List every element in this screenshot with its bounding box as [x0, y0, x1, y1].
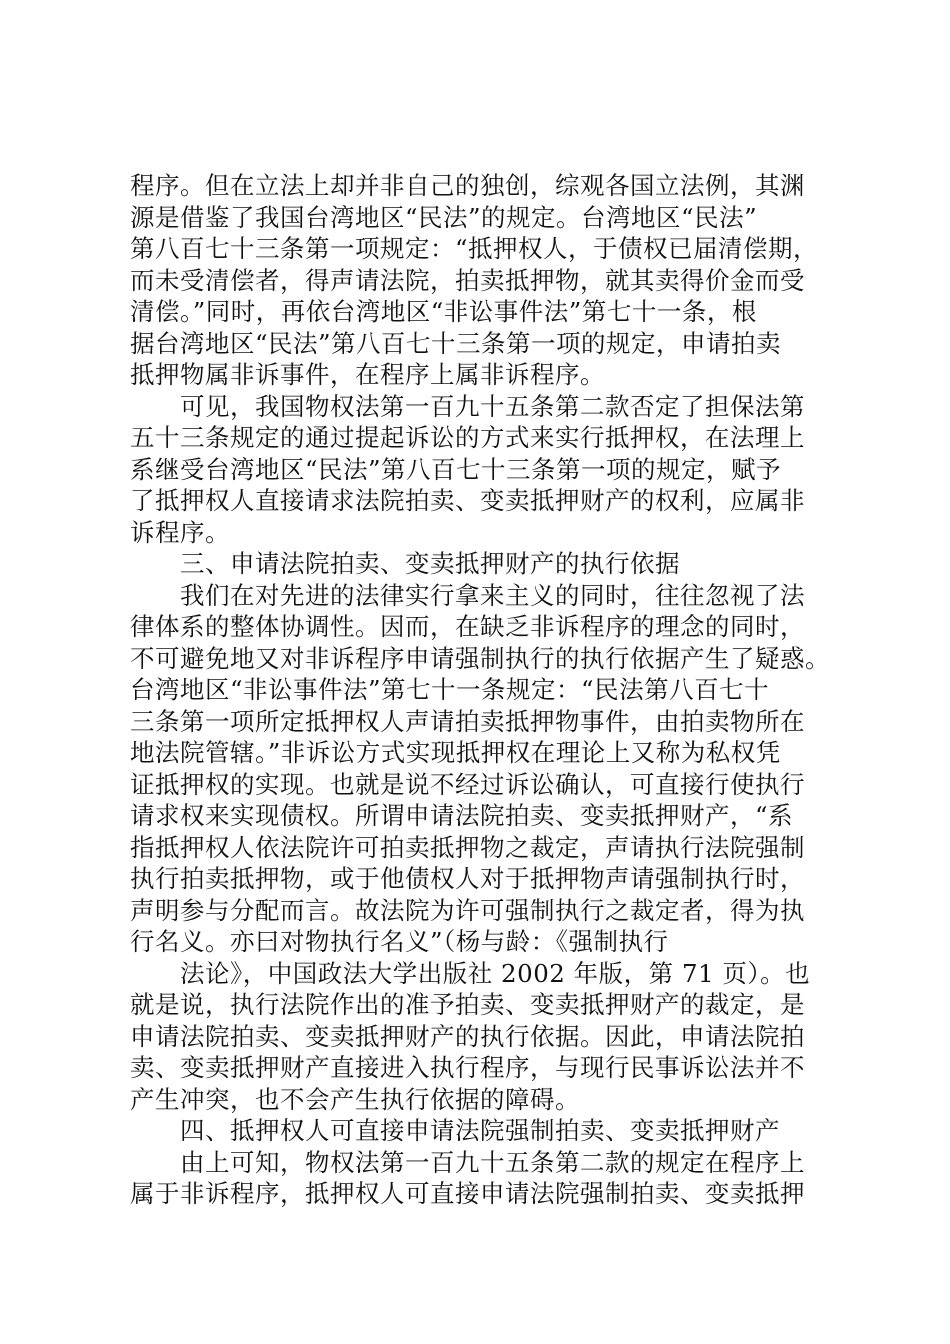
text-line: 证抵押权的实现。也就是说不经过诉讼确认，可直接行使执行 [130, 769, 805, 799]
text-line: 我们在对先进的法律实行拿来主义的同时，往往忽视了法 [130, 580, 805, 610]
text-line: 由上可知，物权法第一百九十五条第二款的规定在程序上 [130, 1147, 805, 1177]
document-body-text [130, 170, 830, 1210]
text-line: 属于非诉程序，抵押权人可直接申请法院强制拍卖、变卖抵押 [130, 1179, 805, 1208]
text-line: 就是说，执行法院作出的准予拍卖、变卖抵押财产的裁定，是 [130, 990, 805, 1019]
text-line: 请求权来实现债权。所谓申请法院拍卖、变卖抵押财产，“系 [130, 801, 794, 830]
text-line: 执行拍卖抵押物，或于他债权人对于抵押物声请强制执行时， [130, 864, 805, 893]
section-heading: 三、申请法院拍卖、变卖抵押财产的执行依据 [130, 549, 680, 578]
text-line: 源是借鉴了我国台湾地区“民法”的规定。台湾地区“民法” [130, 202, 758, 232]
text-line: 可见，我国物权法第一百九十五条第二款否定了担保法第 [130, 391, 805, 421]
text-line: 抵押物属非诉事件，在程序上属非诉程序。 [130, 360, 605, 389]
text-line: 据台湾地区“民法”第八百七十三条第一项的规定，申请拍卖 [130, 328, 782, 358]
text-line: 行名义。亦曰对物执行名义”（杨与龄：《强制执行 [130, 927, 669, 956]
text-line: 不可避免地又对非诉程序申请强制执行的执行依据产生了疑惑。 [130, 643, 830, 673]
text-line: 诉程序。 [130, 517, 230, 547]
text-line: 而未受清偿者，得声请法院，拍卖抵押物，就其卖得价金而受 [130, 265, 805, 295]
text-line: 申请法院拍卖、变卖抵押财产的执行依据。因此，申请法院拍 [130, 1021, 805, 1051]
text-line: 三条第一项所定抵押权人声请拍卖抵押物事件，由拍卖物所在 [130, 706, 805, 736]
text-line: 声明参与分配而言。故法院为许可强制执行之裁定者，得为执 [130, 895, 805, 925]
text-line: 了抵押权人直接请求法院拍卖、变卖抵押财产的权利，应属非 [130, 486, 805, 515]
text-line: 产生冲突，也不会产生执行依据的障碍。 [130, 1084, 580, 1114]
text-line: 指抵押权人依法院许可拍卖抵押物之裁定，声请执行法院强制 [130, 832, 805, 862]
text-line: 台湾地区“非讼事件法”第七十一条规定：“民法第八百七十 [130, 675, 770, 704]
text-line: 程序。但在立法上却并非自己的独创，综观各国立法例，其渊 [130, 171, 805, 200]
text-line: 清偿。”同时，再依台湾地区“非讼事件法”第七十一条，根 [130, 297, 757, 326]
text-line: 律体系的整体协调性。因而，在缺乏非诉程序的理念的同时， [130, 612, 805, 641]
text-line: 五十三条规定的通过提起诉讼的方式来实行抵押权，在法理上 [130, 423, 805, 452]
text-line: 法论》，中国政法大学出版社 2002 年版，第 71 页）。也 [130, 958, 811, 988]
text-line: 卖、变卖抵押财产直接进入执行程序，与现行民事诉讼法并不 [130, 1053, 805, 1082]
section-heading: 四、抵押权人可直接申请法院强制拍卖、变卖抵押财产 [130, 1116, 780, 1145]
text-line: 第八百七十三条第一项规定：“抵押权人，于债权已届清偿期， [130, 234, 819, 263]
text-line: 系继受台湾地区“民法”第八百七十三条第一项的规定，赋予 [130, 454, 782, 484]
text-line: 地法院管辖。”非诉讼方式实现抵押权在理论上又称为私权凭 [130, 738, 781, 767]
